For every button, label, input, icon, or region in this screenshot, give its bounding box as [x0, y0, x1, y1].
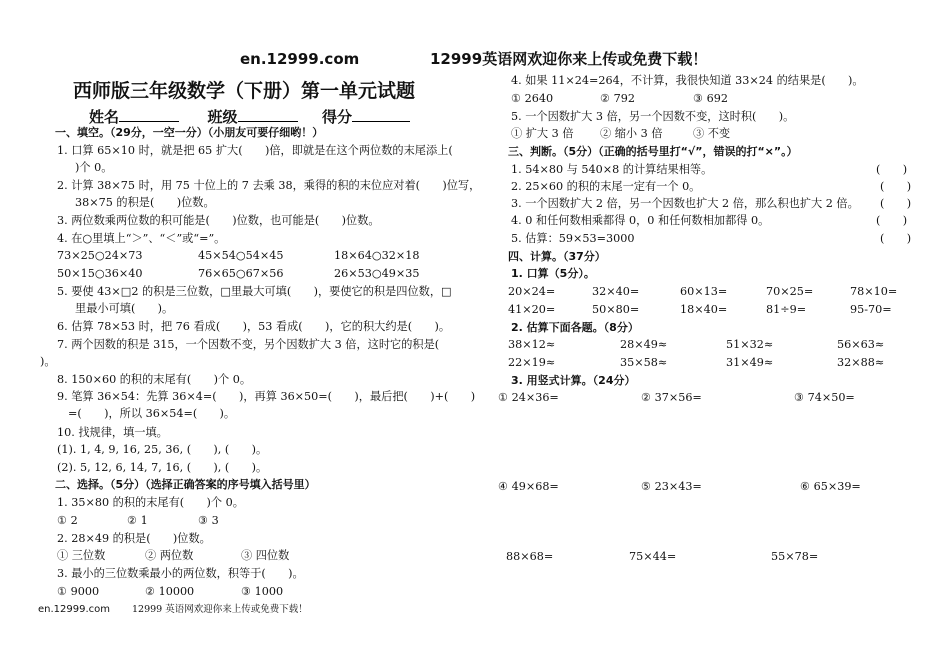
vertical-calc-item: ③ 74×50= — [794, 391, 855, 404]
compare-row-2-item: 50×15○36×40 — [57, 267, 143, 280]
vertical-calc-item: 75×44= — [629, 550, 677, 563]
oral-calc-item: 81÷9= — [766, 303, 807, 316]
question-7-line-2: )。 — [40, 355, 56, 368]
vertical-calc-item: ⑤ 23×43= — [641, 480, 702, 493]
vertical-calc-item: ① 24×36= — [498, 391, 559, 404]
judge-item: 4. 0 和任何数相乘都得 0，0 和任何数相加都得 0。 — [511, 214, 770, 227]
header-slogan-text: 英语网欢迎你来上传或免费下载！ — [482, 50, 708, 68]
estimate-item: 31×49≈ — [726, 356, 774, 369]
oral-calc-item: 78×10= — [850, 285, 898, 298]
question-4: 4. 在○里填上“＞”、“＜”或“=”。 — [57, 232, 226, 245]
judge-answer-paren[interactable]: ( ) — [876, 163, 908, 176]
judge-item: 5. 估算：59×53=3000 — [511, 232, 635, 245]
judge-answer-paren[interactable]: ( ) — [880, 180, 912, 193]
header-slogan-bold: 12999 — [430, 50, 483, 68]
oral-calc-title: 1. 口算（5分）。 — [511, 267, 595, 280]
choice-5-option: ② 缩小 3 倍 — [600, 127, 663, 140]
choice-4-option: ② 792 — [600, 92, 635, 105]
judge-item: 3. 一个因数扩大 2 倍，另一个因数也扩大 2 倍，那么积也扩大 2 倍。 — [511, 197, 859, 210]
class-field[interactable] — [238, 107, 298, 122]
compare-row-1-item: 73×25○24×73 — [57, 249, 143, 262]
oral-calc-item: 41×20= — [508, 303, 556, 316]
question-2-line-2: 38×75 的积是( )位数。 — [75, 196, 215, 209]
score-label: 得分 — [321, 108, 352, 126]
judge-answer-paren[interactable]: ( ) — [880, 197, 912, 210]
compare-row-2-item: 76×65○67×56 — [198, 267, 284, 280]
judge-item: 1. 54×80 与 540×8 的计算结果相等。 — [511, 163, 713, 176]
footer-slogan: 12999 英语网欢迎你来上传或免费下载！ — [132, 604, 308, 615]
choice-1-option: ① 2 — [57, 514, 78, 527]
choice-2-option: ③ 四位数 — [241, 549, 290, 562]
estimate-item: 38×12≈ — [508, 338, 556, 351]
oral-calc-item: 95-70= — [850, 303, 892, 316]
oral-calc-item: 32×40= — [592, 285, 640, 298]
estimate-title: 2. 估算下面各题。（8分） — [511, 321, 639, 334]
section-fill-in-title: 一、填空。（29分，一空一分）（小朋友可要仔细哟！） — [55, 126, 324, 139]
section-choice-title: 二、选择。（5分）（选择正确答案的序号填入括号里） — [55, 478, 316, 491]
question-10: 10. 找规律，填一填。 — [57, 426, 168, 439]
header-slogan — [430, 50, 707, 70]
header-site: en.12999.com — [240, 50, 360, 68]
estimate-item: 32×88≈ — [837, 356, 885, 369]
vertical-calc-item: 55×78= — [771, 550, 819, 563]
question-9-line-1: 9. 笔算 36×54：先算 36×4=( )，再算 36×50=( )，最后把( )+( ) — [57, 390, 476, 403]
choice-1: 1. 35×80 的积的末尾有( )个 0。 — [57, 496, 244, 509]
section-judge-title: 三、判断。（5分）（正确的括号里打“√”，错误的打“×”。） — [508, 145, 798, 158]
choice-1-option: ③ 3 — [198, 514, 219, 527]
estimate-item: 56×63≈ — [837, 338, 885, 351]
estimate-item: 35×58≈ — [620, 356, 668, 369]
compare-row-2-item: 26×53○49×35 — [334, 267, 420, 280]
choice-2: 2. 28×49 的积是( )位数。 — [57, 532, 211, 545]
oral-calc-item: 60×13= — [680, 285, 728, 298]
choice-1-option: ② 1 — [127, 514, 148, 527]
vertical-calc-item: 88×68= — [506, 550, 554, 563]
estimate-item: 22×19≈ — [508, 356, 556, 369]
choice-3-option: ② 10000 — [145, 585, 195, 598]
vertical-calc-item: ② 37×56= — [641, 391, 702, 404]
score-field[interactable] — [352, 107, 410, 122]
oral-calc-item: 18×40= — [680, 303, 728, 316]
section-calc-title: 四、计算。（37分） — [508, 250, 606, 263]
question-5-line-1: 5. 要使 43×□2 的积是三位数，□里最大可填( )，要使它的积是四位数，□ — [57, 285, 452, 298]
judge-answer-paren[interactable]: ( ) — [876, 214, 908, 227]
estimate-item: 51×32≈ — [726, 338, 774, 351]
pattern-1: (1). 1, 4, 9, 16, 25, 36, ( ), ( )。 — [57, 443, 268, 456]
oral-calc-item: 20×24= — [508, 285, 556, 298]
compare-row-1-item: 18×64○32×18 — [334, 249, 420, 262]
judge-item: 2. 25×60 的积的末尾一定有一个 0。 — [511, 180, 701, 193]
pattern-2: (2). 5, 12, 6, 14, 7, 16, ( ), ( )。 — [57, 461, 268, 474]
choice-3-option: ③ 1000 — [241, 585, 284, 598]
class-label: 班级 — [207, 108, 238, 126]
choice-3: 3. 最小的三位数乘最小的两位数，积等于( )。 — [57, 567, 304, 580]
question-1-line-2: )个 0。 — [75, 161, 113, 174]
vertical-calc-title: 3. 用竖式计算。（24分） — [511, 374, 636, 387]
question-1-line-1: 1. 口算 65×10 时，就是把 65 扩大( )倍，即就是在这个两位数的末尾添上( — [57, 144, 453, 157]
question-5-line-2: 里最小可填( )。 — [75, 302, 174, 315]
choice-5-option: ③ 不变 — [693, 127, 731, 140]
vertical-calc-item: ⑥ 65×39= — [800, 480, 861, 493]
question-3: 3. 两位数乘两位数的积可能是( )位数，也可能是( )位数。 — [57, 214, 380, 227]
estimate-item: 28×49≈ — [620, 338, 668, 351]
question-8: 8. 150×60 的积的末尾有( )个 0。 — [57, 373, 252, 386]
choice-4-option: ① 2640 — [511, 92, 554, 105]
choice-2-option: ② 两位数 — [145, 549, 194, 562]
name-field[interactable] — [119, 107, 179, 122]
student-info-fields — [89, 107, 410, 128]
oral-calc-item: 70×25= — [766, 285, 814, 298]
question-7-line-1: 7. 两个因数的积是 315，一个因数不变，另个因数扩大 3 倍，这时它的积是( — [57, 338, 440, 351]
vertical-calc-item: ④ 49×68= — [498, 480, 559, 493]
question-6: 6. 估算 78×53 时，把 76 看成( )，53 看成( )，它的积大约是( )。 — [57, 320, 451, 333]
question-2-line-1: 2. 计算 38×75 时，用 75 十位上的 7 去乘 38，乘得的积的末位应对着( )位写， — [57, 179, 481, 192]
page-title: 西师版三年级数学（下册）第一单元试题 — [73, 80, 416, 102]
choice-5-option: ① 扩大 3 倍 — [511, 127, 574, 140]
choice-4: 4. 如果 11×24=264，不计算，我很快知道 33×24 的结果是( )。 — [511, 74, 864, 87]
judge-answer-paren[interactable]: ( ) — [880, 232, 912, 245]
choice-4-option: ③ 692 — [693, 92, 728, 105]
compare-row-1-item: 45×54○54×45 — [198, 249, 284, 262]
name-label: 姓名 — [89, 108, 120, 126]
question-9-line-2: =( )，所以 36×54=( )。 — [68, 407, 236, 420]
footer-site: en.12999.com — [38, 604, 111, 615]
oral-calc-item: 50×80= — [592, 303, 640, 316]
choice-2-option: ① 三位数 — [57, 549, 106, 562]
choice-3-option: ① 9000 — [57, 585, 100, 598]
choice-5: 5. 一个因数扩大 3 倍，另一个因数不变，这时积( )。 — [511, 110, 795, 123]
